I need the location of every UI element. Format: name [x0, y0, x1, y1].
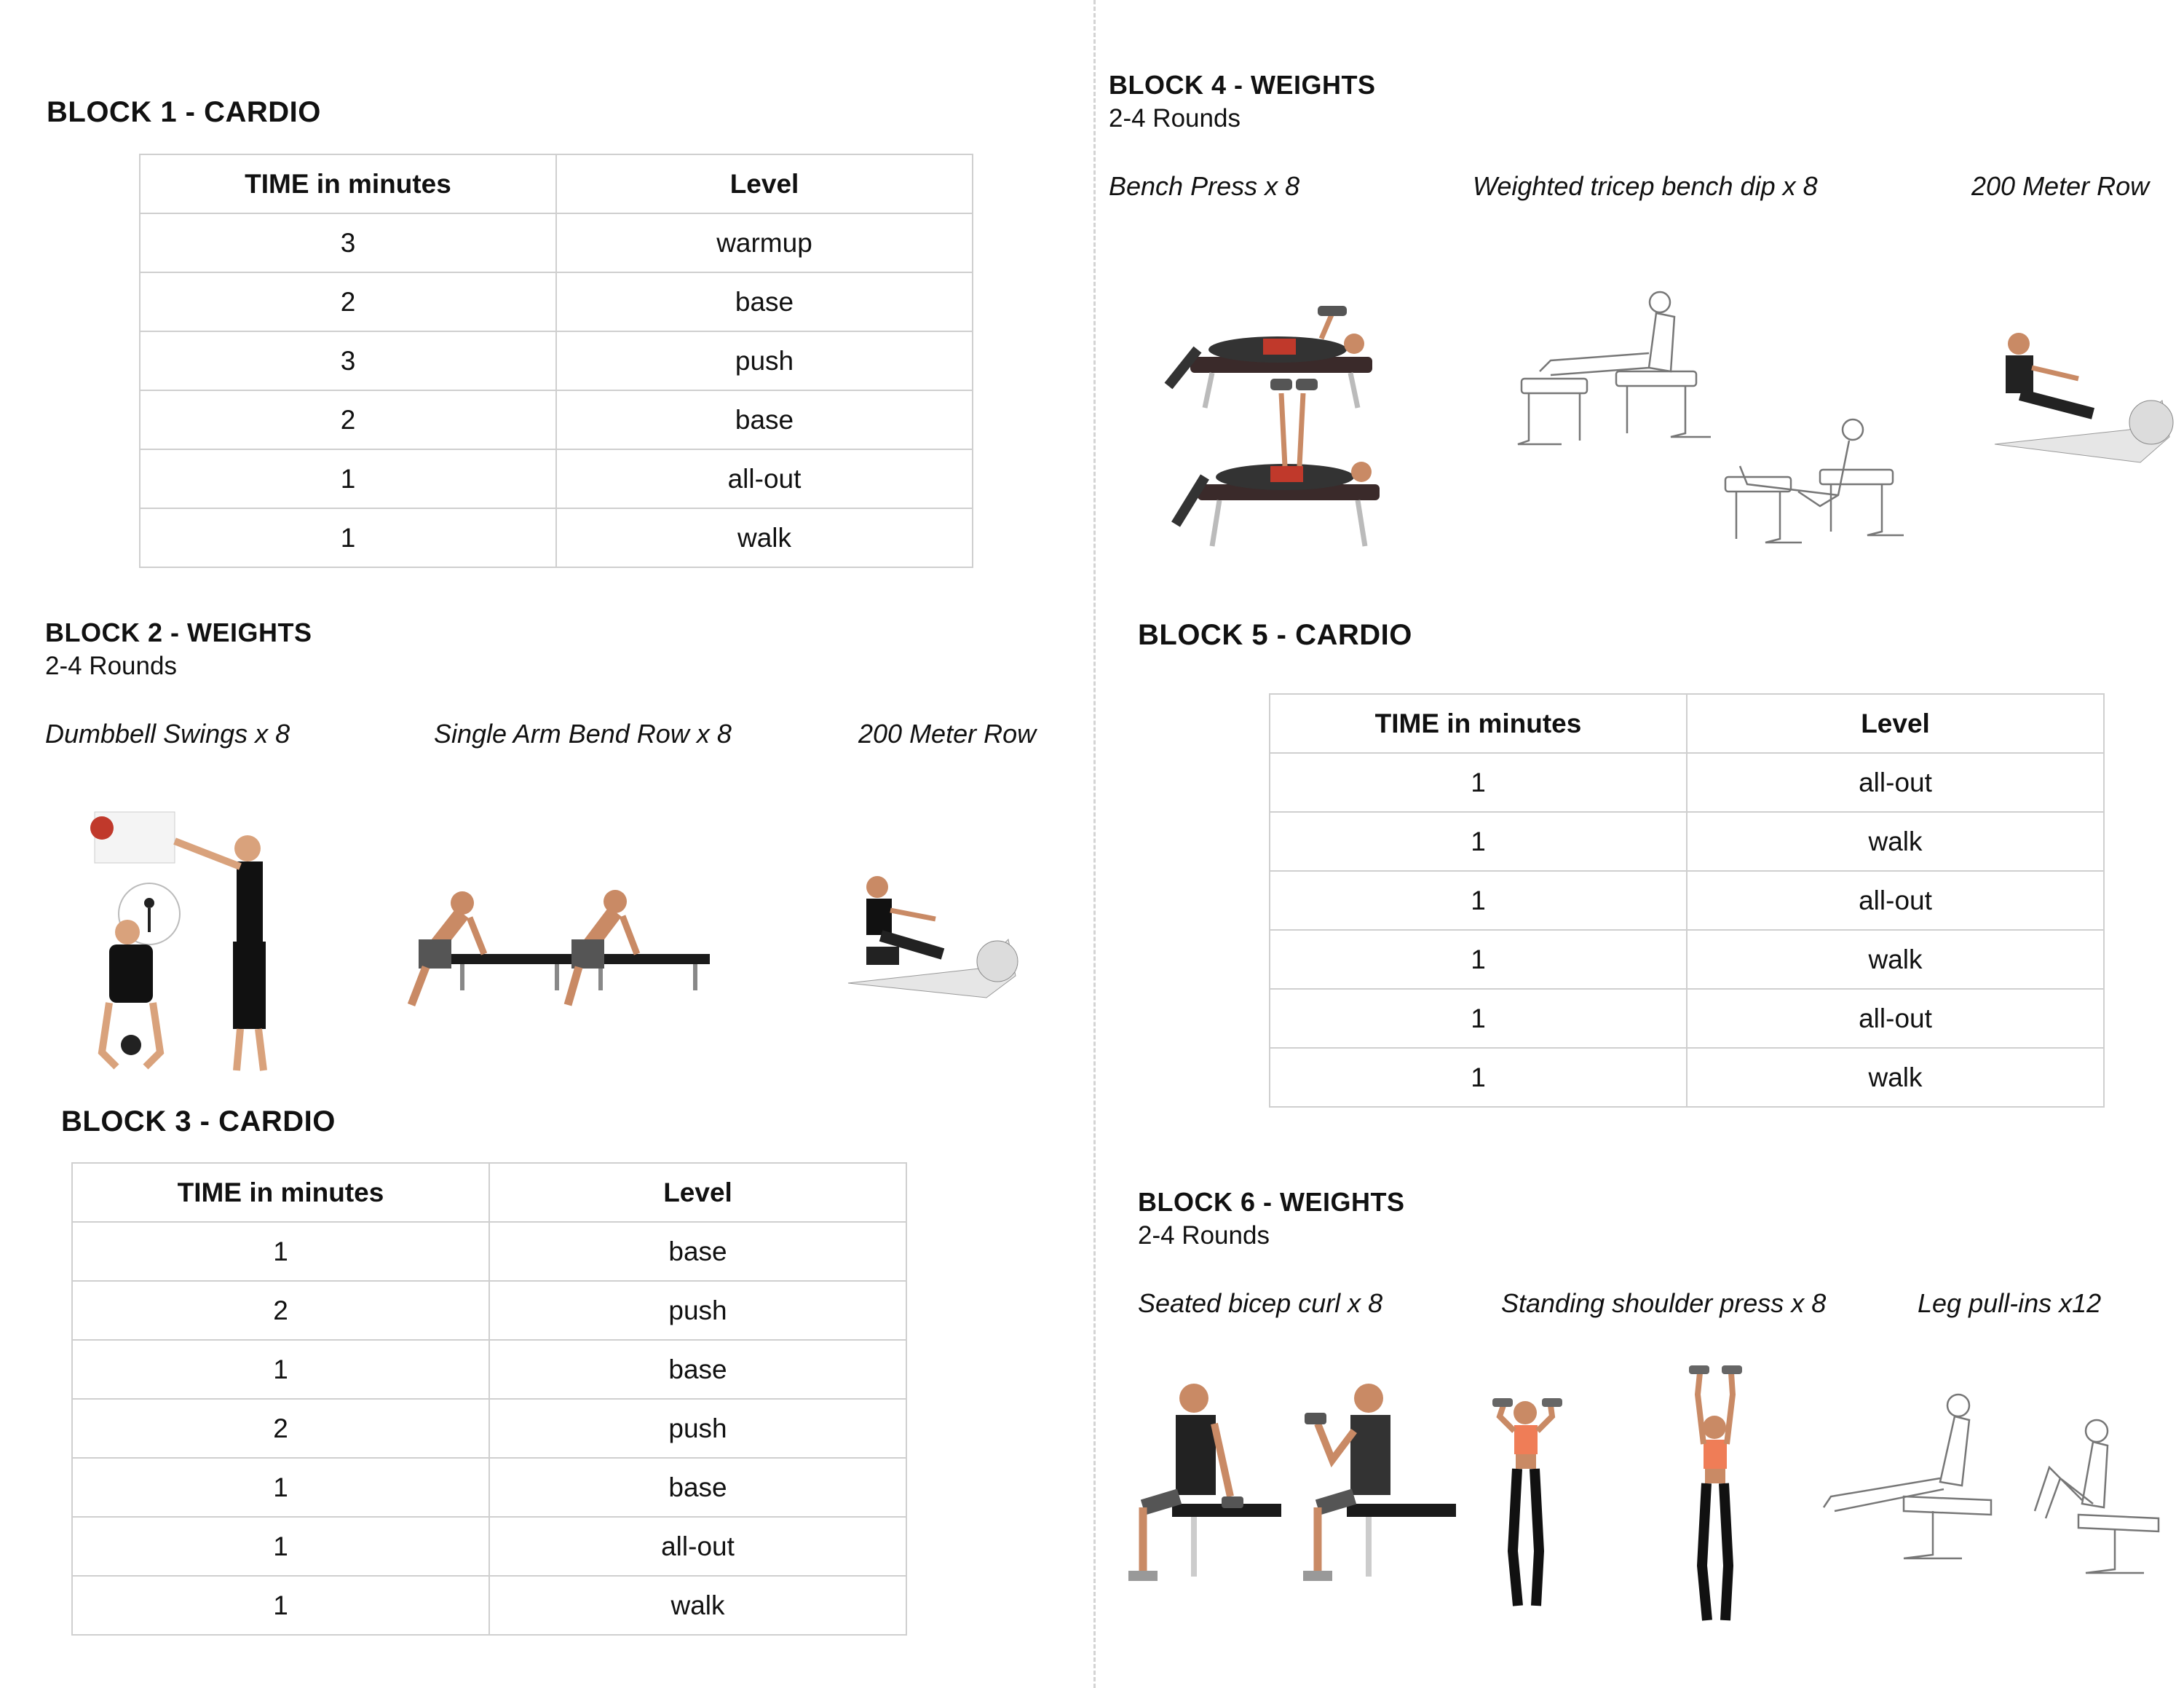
level-cell: base: [489, 1222, 906, 1281]
level-cell: all-out: [1687, 989, 2104, 1048]
block4-exercise-3: 200 Meter Row: [1971, 171, 2150, 201]
time-cell: 1: [72, 1340, 489, 1399]
header-time: TIME in minutes: [72, 1163, 489, 1222]
block6-rounds: 2-4 Rounds: [1138, 1221, 1270, 1250]
level-cell: base: [556, 272, 973, 331]
block1-title: BLOCK 1 - CARDIO: [47, 96, 321, 128]
level-cell: all-out: [489, 1517, 906, 1576]
rowing-machine-illustration: [834, 874, 1023, 1019]
table-row: [72, 1458, 906, 1517]
time-cell: 1: [72, 1222, 489, 1281]
table-row: [1270, 989, 2104, 1048]
header-level: Level: [556, 154, 973, 213]
time-cell: 1: [140, 508, 556, 567]
shoulder-press-illustration: [1485, 1365, 1762, 1642]
table-row: [1270, 812, 2104, 871]
tricep-bench-dip-illustration: [1507, 288, 1944, 564]
table-row: [1270, 871, 2104, 930]
table-header-row: [72, 1163, 906, 1222]
single-arm-row-illustration: [404, 881, 739, 1019]
time-cell: 1: [1270, 930, 1687, 989]
block4-title: BLOCK 4 - WEIGHTS: [1109, 70, 1376, 100]
level-cell: base: [489, 1340, 906, 1399]
block6-title: BLOCK 6 - WEIGHTS: [1138, 1187, 1405, 1217]
level-cell: all-out: [556, 449, 973, 508]
table-row: [1270, 753, 2104, 812]
time-cell: 1: [1270, 1048, 1687, 1107]
bench-press-illustration: [1154, 306, 1416, 575]
block4-exercise-1: Bench Press x 8: [1109, 171, 1300, 201]
time-cell: 1: [1270, 871, 1687, 930]
level-cell: all-out: [1687, 871, 2104, 930]
level-cell: walk: [556, 508, 973, 567]
level-cell: warmup: [556, 213, 973, 272]
dumbbell-swing-illustration: [87, 812, 269, 1081]
block2-exercise-2: Single Arm Bend Row x 8: [434, 719, 732, 749]
level-cell: walk: [1687, 812, 2104, 871]
time-cell: 1: [140, 449, 556, 508]
block6-exercise-3: Leg pull-ins x12: [1918, 1288, 2102, 1318]
block2-rounds: 2-4 Rounds: [45, 652, 177, 680]
level-cell: base: [556, 390, 973, 449]
level-cell: push: [489, 1399, 906, 1458]
level-cell: all-out: [1687, 753, 2104, 812]
block2-exercise-1: Dumbbell Swings x 8: [45, 719, 290, 749]
level-cell: walk: [1687, 930, 2104, 989]
header-level: Level: [489, 1163, 906, 1222]
time-cell: 3: [140, 213, 556, 272]
table-row: [72, 1281, 906, 1340]
level-cell: push: [556, 331, 973, 390]
time-cell: 1: [72, 1458, 489, 1517]
time-cell: 1: [1270, 753, 1687, 812]
table-row: [140, 449, 973, 508]
level-cell: base: [489, 1458, 906, 1517]
table-row: [72, 1340, 906, 1399]
block2-exercise-3: 200 Meter Row: [858, 719, 1037, 749]
time-cell: 2: [140, 390, 556, 449]
leg-pull-ins-illustration: [1816, 1387, 2159, 1620]
table-row: [72, 1576, 906, 1635]
block4-exercise-2: Weighted tricep bench dip x 8: [1473, 171, 1818, 201]
block6-exercise-1: Seated bicep curl x 8: [1138, 1288, 1383, 1318]
time-cell: 1: [1270, 989, 1687, 1048]
table-header-row: [1270, 694, 2104, 753]
table-header-row: [140, 154, 973, 213]
block6-exercise-2: Standing shoulder press x 8: [1501, 1288, 1827, 1318]
table-row: [1270, 930, 2104, 989]
seated-bicep-curl-illustration: [1114, 1380, 1456, 1602]
block3-table: [71, 1162, 907, 1636]
block1-table: [139, 154, 973, 568]
rowing-machine-illustration: [1984, 328, 2180, 488]
time-cell: 2: [140, 272, 556, 331]
time-cell: 2: [72, 1281, 489, 1340]
header-time: TIME in minutes: [140, 154, 556, 213]
level-cell: push: [489, 1281, 906, 1340]
level-cell: walk: [489, 1576, 906, 1635]
table-row: [140, 272, 973, 331]
header-level: Level: [1687, 694, 2104, 753]
block2-title: BLOCK 2 - WEIGHTS: [45, 618, 312, 647]
table-row: [72, 1399, 906, 1458]
table-row: [1270, 1048, 2104, 1107]
block3-title: BLOCK 3 - CARDIO: [61, 1105, 336, 1137]
table-row: [140, 390, 973, 449]
block4-rounds: 2-4 Rounds: [1109, 104, 1241, 133]
time-cell: 1: [72, 1517, 489, 1576]
header-time: TIME in minutes: [1270, 694, 1687, 753]
page-divider: [1093, 0, 1096, 1688]
table-row: [140, 331, 973, 390]
time-cell: 1: [72, 1576, 489, 1635]
time-cell: 1: [1270, 812, 1687, 871]
block5-title: BLOCK 5 - CARDIO: [1138, 619, 1412, 651]
time-cell: 3: [140, 331, 556, 390]
table-row: [140, 508, 973, 567]
block5-table: [1269, 693, 2105, 1108]
time-cell: 2: [72, 1399, 489, 1458]
table-row: [140, 213, 973, 272]
table-row: [72, 1517, 906, 1576]
table-row: [72, 1222, 906, 1281]
level-cell: walk: [1687, 1048, 2104, 1107]
